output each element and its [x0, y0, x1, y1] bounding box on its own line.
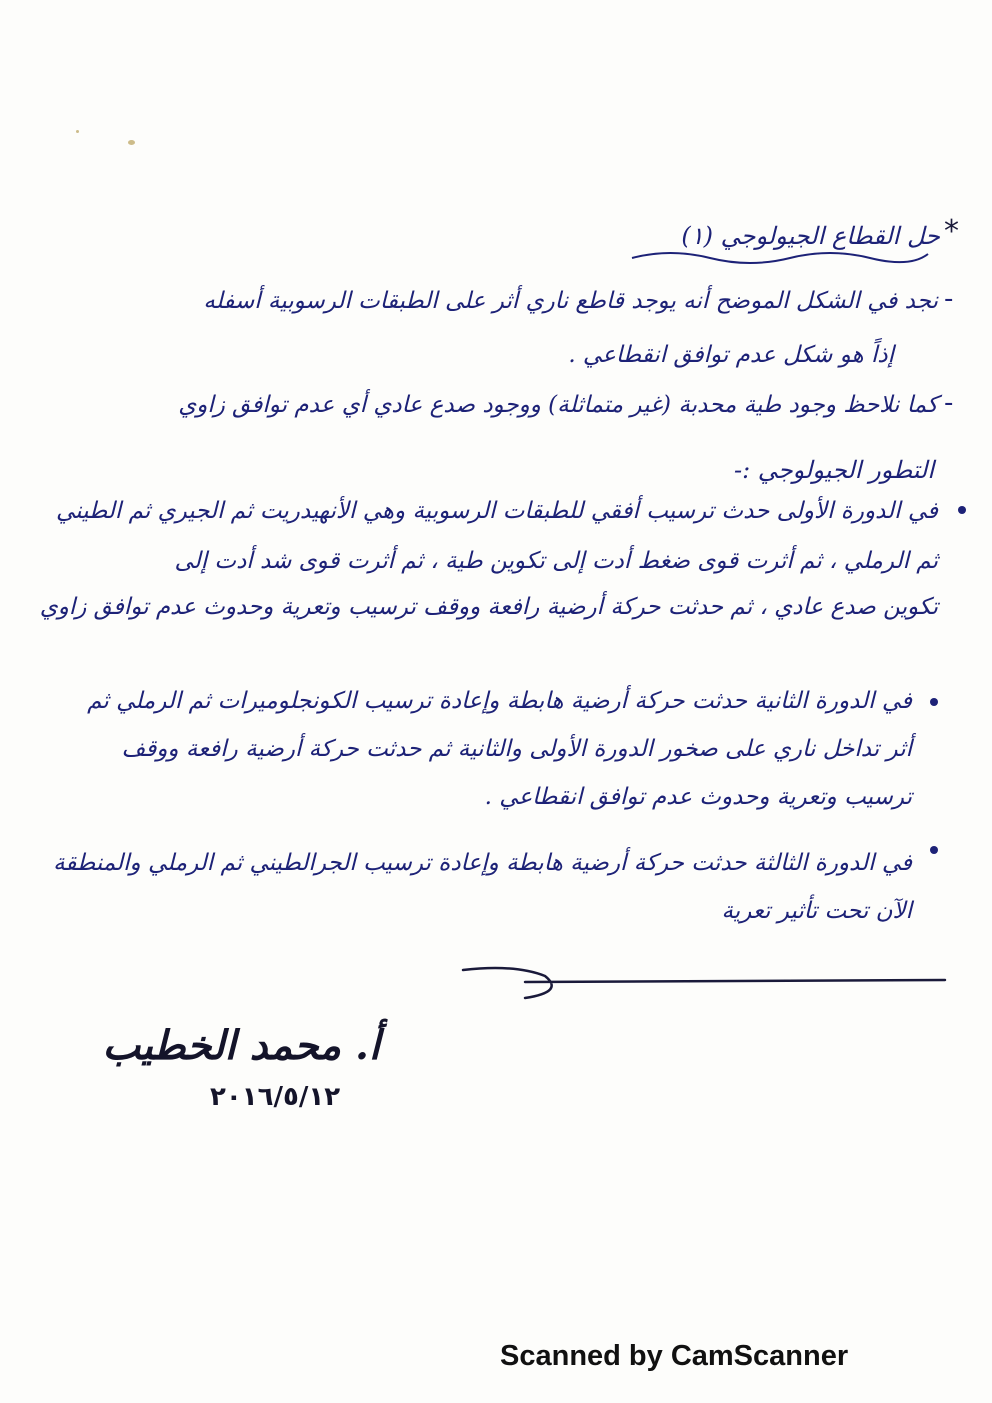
- closing-pen-stroke: [455, 962, 955, 1012]
- cycle-line: في الدورة الأولى حدث ترسيب أفقي للطبقات الرسوبية وهي الأنهيدريت ثم الجيري ثم الطيني: [55, 498, 938, 524]
- cycle-bullet: [930, 846, 938, 854]
- observation-line: إذاً هو شكل عدم توافق انقطاعي .: [568, 342, 894, 368]
- title-asterisk: *: [944, 214, 959, 249]
- page-title: حل القطاع الجيولوجي (١): [681, 222, 940, 250]
- observation-line: نجد في الشكل الموضح أنه يوجد قاطع ناري أثر على الطبقات الرسوبية أسفله: [203, 288, 938, 314]
- title-underline: [630, 246, 930, 266]
- paper-speck: [128, 140, 135, 145]
- observation-dash: -: [944, 388, 954, 418]
- history-heading: التطور الجيولوجي :-: [733, 456, 934, 484]
- observation-dash: -: [944, 284, 954, 314]
- cycle-line: الآن تحت تأثير تعرية: [721, 898, 912, 924]
- cycle-bullet: [930, 698, 938, 706]
- cycle-line: ترسيب وتعرية وحدوث عدم توافق انقطاعي .: [484, 784, 912, 810]
- cycle-line: في الدورة الثالثة حدثت حركة أرضية هابطة وإعادة ترسيب الجرالطيني ثم الرملي والمنطقة: [53, 850, 912, 876]
- cycle-line: ثم الرملي ، ثم أثرت قوى ضغط أدت إلى تكوين طية ، ثم أثرت قوى شد أدت إلى: [174, 548, 938, 574]
- author-signature: أ. محمد الخطيب: [102, 1022, 380, 1069]
- scanner-watermark: Scanned by CamScanner: [500, 1340, 849, 1372]
- cycle-line: في الدورة الثانية حدثت حركة أرضية هابطة وإعادة ترسيب الكونجلوميرات ثم الرملي ثم: [87, 688, 912, 714]
- cycle-line: تكوين صدع عادي ، ثم حدثت حركة أرضية رافعة ووقف ترسيب وتعرية وحدوث عدم توافق زاوي: [39, 594, 938, 620]
- paper-speck: [76, 130, 79, 133]
- cycle-bullet: [958, 506, 966, 514]
- observation-line: كما نلاحظ وجود طية محدبة (غير متماثلة) ووجود صدع عادي أي عدم توافق زاوي: [178, 392, 938, 418]
- signature-date: ٢٠١٦/٥/١٢: [210, 1082, 341, 1112]
- cycle-line: أثر تداخل ناري على صخور الدورة الأولى والثانية ثم حدثت حركة أرضية رافعة ووقف: [121, 736, 912, 762]
